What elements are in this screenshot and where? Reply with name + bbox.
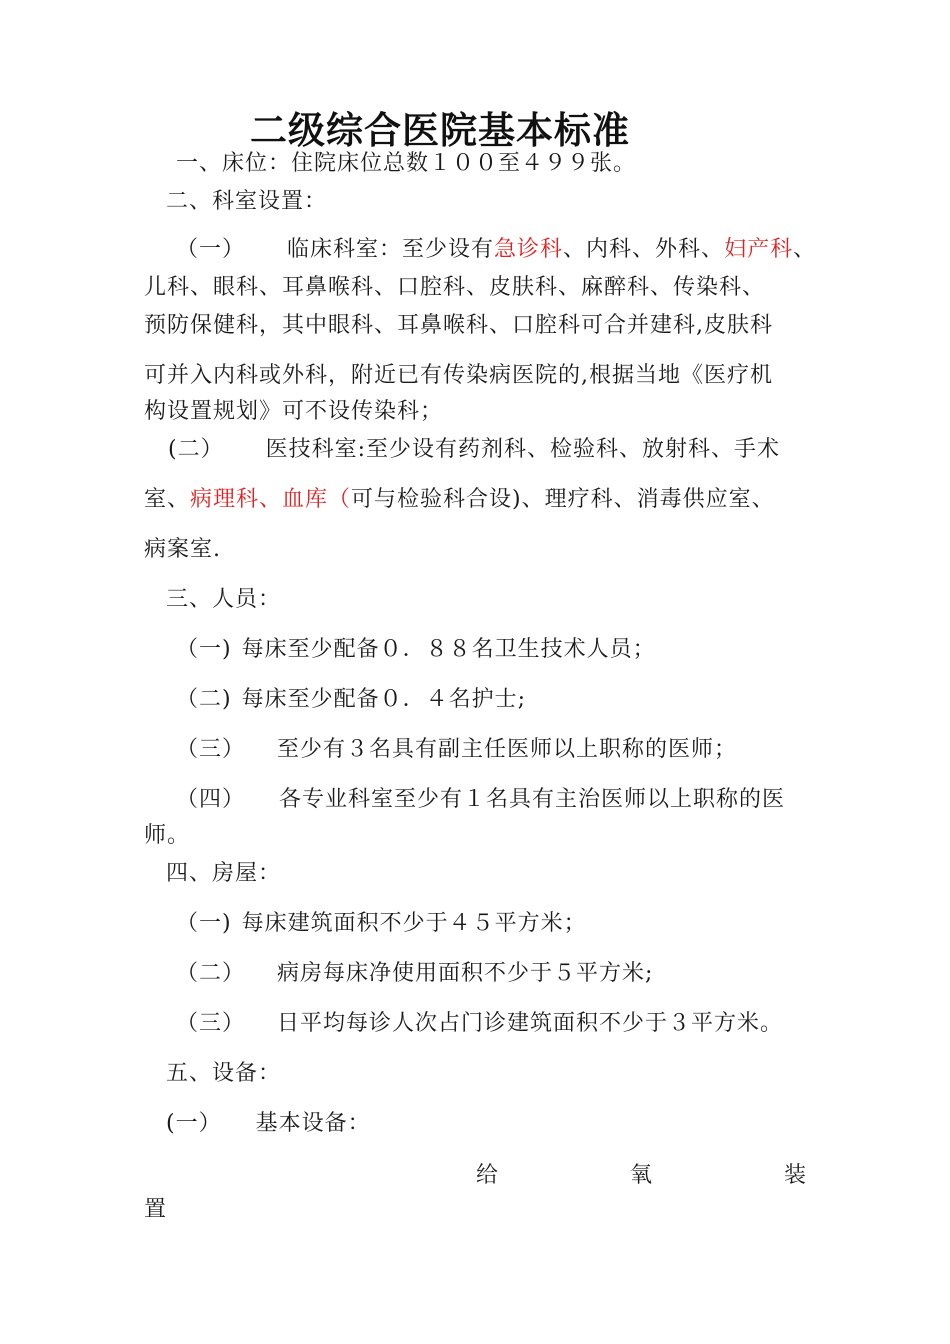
housing-item-text: 日平均每诊人次占门诊建筑面积不少于３平方米。 <box>277 1011 784 1036</box>
housing-item-text: 病房每床净使用面积不少于５平方米; <box>277 961 654 986</box>
staff-item-label: （一) <box>176 637 232 662</box>
staff-item-text: 至少有３名具有副主任医师以上职称的医师； <box>277 737 738 762</box>
oxygen-device-char-3: 装 <box>784 1163 807 1188</box>
staff-item-3 <box>176 736 737 764</box>
equipment-item-1 <box>166 1110 371 1138</box>
staff-item-text: 每床至少配备０．８８名卫生技术人员； <box>241 637 656 662</box>
clinical-text: 、 <box>793 237 817 262</box>
equipment-item-label: (一） <box>166 1111 222 1136</box>
housing-item-3 <box>176 1010 783 1038</box>
oxygen-device-char-1: 给 <box>476 1163 499 1188</box>
staff-item-label: （三） <box>176 737 246 762</box>
staff-item-label: （四） <box>176 787 246 812</box>
oxygen-device-char-4: 置 <box>144 1197 168 1222</box>
clinical-text: 、内科、外科、 <box>563 237 725 262</box>
staff-item-2 <box>176 686 526 714</box>
section-beds: 一、床位：住院床位总数１００至４９９张。 <box>176 151 637 176</box>
housing-item-label: （三） <box>176 1011 246 1036</box>
medtech-text: 室、 <box>144 487 191 512</box>
equipment-item-text: 基本设备： <box>255 1111 371 1136</box>
document-title: 二级综合医院基本标准 <box>250 108 630 152</box>
clinical-departments-line-2: 儿科、眼科、耳鼻喉科、口腔科、皮肤科、麻醉科、传染科、 <box>144 275 766 300</box>
section-housing-heading: 四、房屋： <box>166 861 282 886</box>
staff-item-text: 各专业科室至少有１名具有主治医师以上职称的医 <box>279 787 786 812</box>
staff-item-4-continued: 师。 <box>144 823 191 848</box>
housing-item-label: （一) <box>176 911 232 936</box>
section-departments-heading: 二、科室设置： <box>166 189 328 214</box>
clinical-label: （一） <box>176 237 246 262</box>
emergency-dept-highlight: 急诊科 <box>494 237 564 262</box>
clinical-departments-line-5: 构设置规划》可不设传染科； <box>144 399 444 424</box>
medtech-departments-line-3: 病案室. <box>144 537 221 562</box>
clinical-text: 临床科室：至少设有 <box>287 237 495 262</box>
clinical-departments-line-3: 预防保健科，其中眼科、耳鼻喉科、口腔科可合并建科,皮肤科 <box>144 313 773 338</box>
housing-item-label: （二） <box>176 961 246 986</box>
medtech-text: 可与检验科合设)、理疗科、消毒供应室、 <box>351 487 775 512</box>
housing-item-1 <box>176 910 587 938</box>
medtech-label: (二） <box>168 437 224 462</box>
clinical-departments-line-4: 可并入内科或外科，附近已有传染病医院的,根据当地《医疗机 <box>144 363 773 388</box>
staff-item-4 <box>176 786 785 814</box>
housing-item-2 <box>176 960 653 988</box>
staff-item-text: 每床至少配备０．４名护士; <box>241 687 527 712</box>
medtech-departments-line-1 <box>168 436 780 464</box>
staff-item-1 <box>176 636 656 664</box>
staff-item-label: （二) <box>176 687 232 712</box>
clinical-departments-line-1 <box>176 236 816 264</box>
medtech-departments-line-2 <box>144 486 775 514</box>
pathology-bloodbank-highlight: 病理科、血库（ <box>190 487 352 512</box>
obgyn-dept-highlight: 妇产科 <box>724 237 794 262</box>
section-equipment-heading: 五、设备： <box>166 1061 282 1086</box>
oxygen-device-char-2: 氧 <box>630 1163 653 1188</box>
medtech-text: 医技科室:至少设有药剂科、检验科、放射科、手术 <box>265 437 781 462</box>
housing-item-text: 每床建筑面积不少于４５平方米； <box>241 911 587 936</box>
section-staff-heading: 三、人员： <box>166 587 282 612</box>
